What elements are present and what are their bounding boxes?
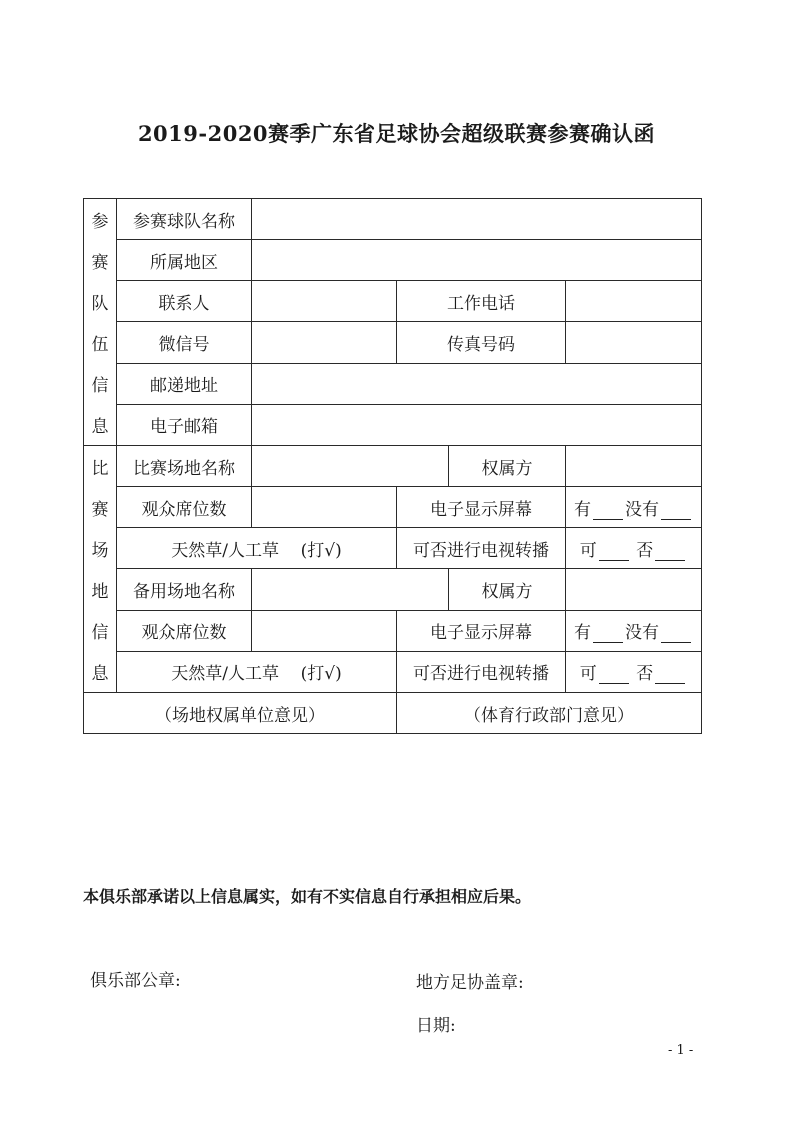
tv-broadcast-label: 可否进行电视转播 [397, 528, 566, 569]
document-title: 2019-2020赛季广东省足球协会超级联赛参赛确认函 [137, 121, 656, 146]
fax-label: 传真号码 [397, 322, 566, 363]
tv2-options[interactable]: 可 否 [566, 651, 702, 692]
screen2-label: 电子显示屏幕 [397, 610, 566, 651]
venue-owner-opinion-box[interactable] [84, 693, 397, 734]
email-label: 电子邮箱 [117, 404, 252, 445]
seats-field[interactable] [252, 487, 397, 528]
club-seal-label: 俱乐部公章: [90, 971, 181, 991]
tv-options[interactable]: 可 否 [566, 528, 702, 569]
screen2-options[interactable]: 有 没有 [566, 610, 702, 651]
owner2-field[interactable] [566, 569, 702, 610]
screen-label: 电子显示屏幕 [397, 487, 566, 528]
owner2-label: 权属方 [449, 569, 566, 610]
seats-label: 观众席位数 [117, 487, 252, 528]
confirmation-form-table [83, 198, 702, 734]
backup-venue-label: 备用场地名称 [117, 569, 252, 610]
venue-section-label: 比 赛 场 地 信 息 [84, 446, 117, 693]
work-phone-label: 工作电话 [397, 281, 566, 322]
address-label: 邮递地址 [117, 363, 252, 404]
region-field[interactable] [252, 240, 702, 281]
grass-type2-label: 天然草/人工草 (打√) [117, 651, 397, 692]
region-label: 所属地区 [117, 240, 252, 281]
fax-field[interactable] [566, 322, 702, 363]
venue-name-field[interactable] [252, 446, 449, 487]
screen-options[interactable]: 有 没有 [566, 487, 702, 528]
club-pledge-text: 本俱乐部承诺以上信息属实，如有不实信息自行承担相应后果。 [83, 887, 532, 906]
seats2-field[interactable] [252, 610, 397, 651]
venue-name-label: 比赛场地名称 [117, 446, 252, 487]
contact-label: 联系人 [117, 281, 252, 322]
wechat-field[interactable] [252, 322, 397, 363]
grass-type-label: 天然草/人工草 (打√) [117, 528, 397, 569]
contact-field[interactable] [252, 281, 397, 322]
team-name-field[interactable] [252, 199, 702, 240]
page-number: - 1 - [668, 1043, 694, 1058]
team-section-label: 参 赛 队 伍 信 息 [84, 199, 117, 446]
tv-broadcast2-label: 可否进行电视转播 [397, 651, 566, 692]
backup-venue-field[interactable] [252, 569, 449, 610]
address-field[interactable] [252, 363, 702, 404]
owner-label: 权属方 [449, 446, 566, 487]
work-phone-field[interactable] [566, 281, 702, 322]
team-name-label: 参赛球队名称 [117, 199, 252, 240]
email-field[interactable] [252, 404, 702, 445]
sports-admin-opinion-box[interactable] [397, 693, 702, 734]
wechat-label: 微信号 [117, 322, 252, 363]
sports-admin-opinion-label: （体育行政部门意见） [464, 705, 634, 726]
venue-owner-opinion-label: （场地权属单位意见） [155, 705, 325, 726]
seats2-label: 观众席位数 [117, 610, 252, 651]
association-seal-label: 地方足协盖章: [416, 973, 524, 993]
date-label: 日期: [416, 1016, 456, 1036]
owner-field[interactable] [566, 446, 702, 487]
